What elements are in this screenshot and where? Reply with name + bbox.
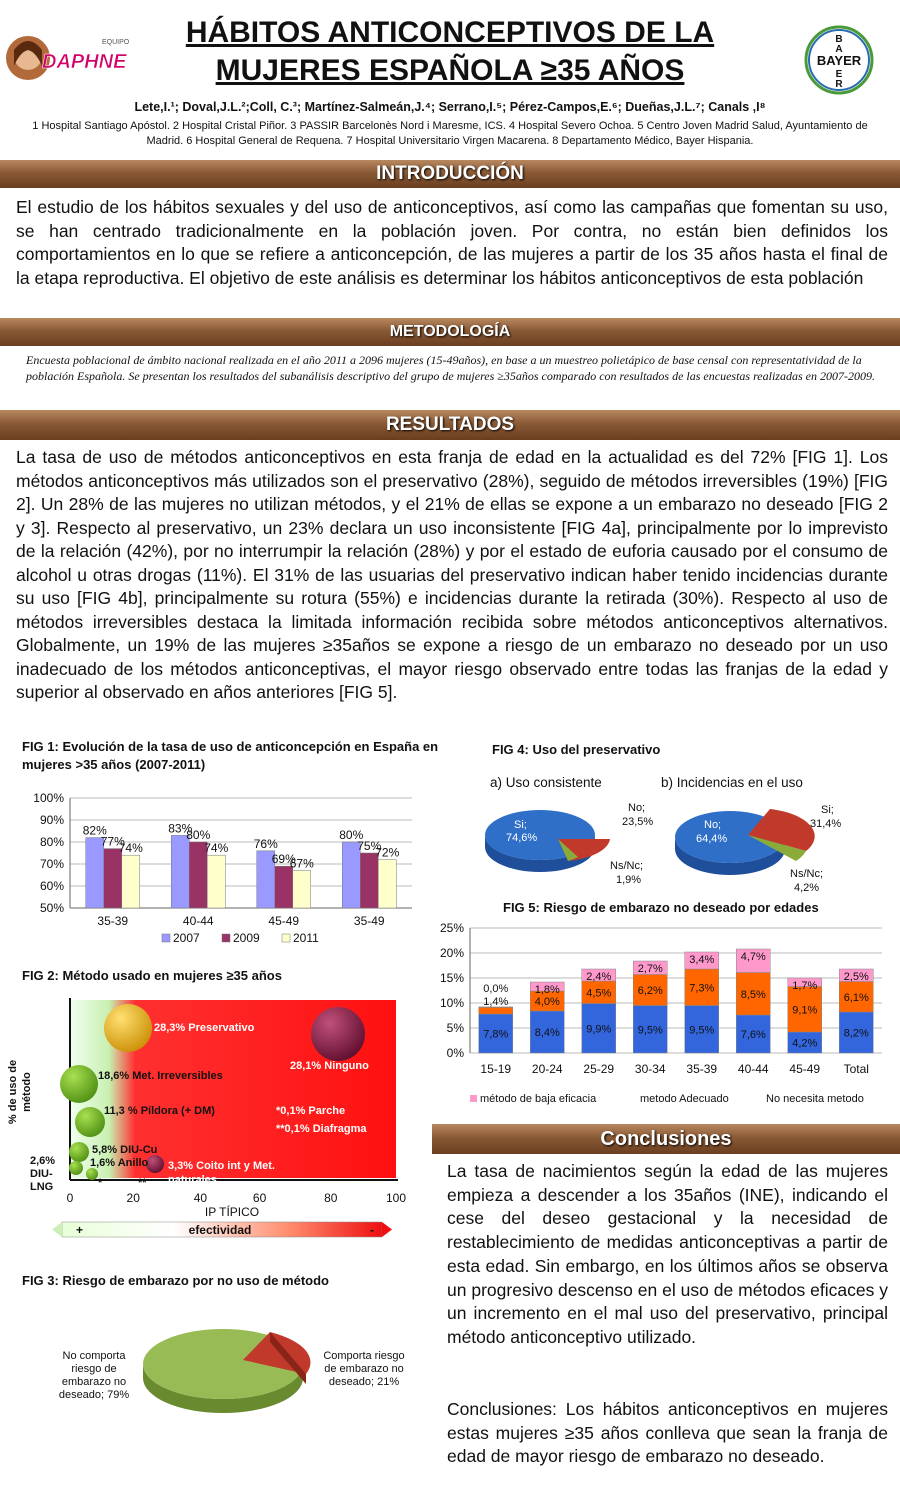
fig4b-label-si: 31,4% [810, 818, 842, 830]
fig5-legend-label: No necesita metodo [766, 1093, 864, 1105]
fig1-xtick-label: 40-44 [182, 914, 214, 928]
label-anillo: 1,6% Anillo [90, 1157, 149, 1169]
fig5-data-label: 4,7% [740, 951, 766, 963]
fig4-pies [470, 795, 890, 905]
fig4a-label-no: 23,5% [622, 816, 654, 828]
fig1-ytick-label: 90% [39, 813, 64, 827]
fig2-ylabel-2: método [21, 1072, 33, 1112]
fig1-bar [122, 855, 140, 908]
label-diu-lng-3: LNG [30, 1181, 54, 1193]
fig5-data-label: 4,0% [534, 996, 560, 1008]
fig5-data-label: 4,2% [792, 1037, 818, 1050]
fig4b-title: b) Incidencias en el uso [661, 775, 803, 790]
fig5-xtick-label: 40-44 [737, 1062, 769, 1076]
fig5-data-label: 2,7% [637, 963, 663, 975]
conclusions-heading: Conclusiones [432, 1124, 900, 1154]
intro-heading: INTRODUCCIÓN [0, 160, 900, 188]
intro-text: El estudio de los hábitos sexuales y del uso de anticonceptivos, así como las campañas que fomentan su uso, se han centrado tradicionalmente en la población joven. Por contra, no están bien definidos los comportamientos en lo que se refiere a anticoncepción, de las mujeres a partir de los 35 años hasta el final de la etapa reproductiva. El objetivo de este análisis es determinar los hábitos anticonceptivos de esta población [16, 197, 888, 288]
label-diafragma: **0,1% Diafragma [276, 1123, 367, 1135]
label-diu-lng-1: 2,6% [30, 1155, 56, 1167]
label-preservativo: 28,3% Preservativo [154, 1022, 255, 1034]
methods-heading: METODOLOGÍA [0, 318, 900, 346]
fig5-data-label: 6,1% [843, 991, 869, 1004]
fig1-bar [171, 835, 189, 908]
fig1-bar [104, 849, 122, 908]
fig1-bar [360, 853, 378, 908]
svg-text:R: R [835, 79, 843, 90]
fig1-data-label: 72% [375, 845, 400, 860]
fig4a-label-nsnc: Ns/Nc; [610, 860, 643, 872]
fig5-data-label: 1,7% [792, 980, 818, 992]
fig1-ytick-label: 80% [39, 835, 64, 849]
fig2-title: FIG 2: Método usado en mujeres ≥35 años [22, 968, 282, 983]
fig5-chart [430, 918, 890, 1108]
fig1-data-label: 67% [289, 856, 314, 871]
conclusions-text-1: La tasa de nacimientos según la edad de las mujeres empieza a descender a los 35años (INE), indicando el cese del deseo gestacional y la necesidad de restablecimiento de medidas anticonceptivas a partir de esta edad. Sin embargo, en los últimos años se observa un progresivo descenso en el uso de métodos eficaces y un incremento en el mal uso del preservativo, principal método anticonceptivo utilizado. [447, 1161, 888, 1347]
fig1-data-label: 80% [186, 828, 211, 842]
fig5-data-label: 8,4% [534, 1027, 560, 1039]
svg-text:B: B [835, 34, 843, 45]
fig1-legend-label: 2009 [233, 931, 260, 945]
fig5-data-label: 1,8% [534, 984, 560, 996]
fig2-chart [0, 992, 420, 1242]
fig5-xtick-label: 25-29 [583, 1062, 615, 1076]
authors: Lete,I.¹; Doval,J.L.²;Coll, C.³; Martínez-Salmeán,J.⁴; Serrano,I.⁵; Pérez-Campos,E.⁶; Dueñas,J.L.⁷; Canals ,I⁸ [134, 100, 766, 114]
fig1-data-label: 76% [253, 836, 278, 851]
fig2-ylabel-1: % de uso de [7, 1059, 19, 1125]
fig5-ytick-label: 15% [439, 971, 464, 985]
fig3-pie [138, 1322, 318, 1422]
fig2-xtick-label: 0 [66, 1191, 74, 1205]
fig1-legend-swatch [282, 934, 290, 942]
fig1-legend-swatch [162, 934, 170, 942]
fig5-legend-label: metodo Adecuado [640, 1093, 729, 1105]
fig5-ytick-label: 20% [439, 946, 464, 960]
fig3-title: FIG 3: Riesgo de embarazo por no uso de método [22, 1273, 329, 1288]
fig1-ytick-label: 60% [39, 879, 64, 893]
fig5-legend-swatch [470, 1095, 477, 1102]
fig1-legend-swatch [222, 934, 230, 942]
fig1-xtick-label: 45-49 [268, 914, 300, 928]
bubble-diu-lng [69, 1161, 83, 1175]
fig5-bar-segment [479, 1007, 513, 1008]
fig5-data-label: 2,4% [586, 971, 612, 983]
label-diu-lng-2: DIU- [30, 1168, 53, 1180]
bubble-irreversibles [60, 1065, 98, 1103]
fig2-xtick-label: 20 [126, 1191, 140, 1205]
svg-text:Si;: Si; [821, 804, 834, 816]
effectiveness-label: efectividad [188, 1223, 252, 1237]
fig1-data-label: 82% [82, 823, 107, 838]
fig1-ytick-label: 100% [33, 791, 64, 805]
poster-title: HÁBITOS ANTICONCEPTIVOS DE LA MUJERES ESPAÑOLA ≥35 AÑOS [185, 16, 715, 87]
fig1-title: FIG 1: Evolución de la tasa de uso de anticoncepción en España en mujeres >35 años (2007-2011) [22, 739, 439, 772]
bubble-pildora [75, 1107, 105, 1137]
fig5-xtick-label: 45-49 [789, 1062, 821, 1076]
fig5-data-label: 8,2% [843, 1027, 869, 1040]
fig1-legend-label: 2011 [293, 931, 319, 945]
svg-text:No;: No; [628, 802, 646, 814]
fig2-xtick-label: 60 [252, 1191, 267, 1205]
results-text: La tasa de uso de métodos anticonceptivos en esta franja de edad en la actualidad es del 72% [FIG 1]. Los métodos anticonceptivos más utilizados son el preservativo (28%), seguido de métodos irreversibles (19%) [FIG 2]. Un 28% de las mujeres no utilizan métodos, y el 21% de ellas se expone a un embarazo no deseado [FIG 2 y 3]. Respecto al preservativo, un 23% declara un uso inconsistente [FIG 4a], principalmente por lo imprevisto de la relación (42%), por no interrumpir la relación (28%) y por el estado de euforia causado por el consumo de alcohol u otras drogas (11%). El 31% de las usuarias del preservativo indican haber tenido incidencias durante su uso [FIG 4b], principalmente su rotura (55%) e incidencias durante la retirada (30%). Respecto al uso de métodos irreversibles destaca la limitada información recibida sobre métodos anticonceptivos alternativos. Globalmente, un 19% de las mujeres ≥35años se expone a riesgo de un embarazo no deseado por un uso inadecuado de los métodos anticonceptivas, el mayor riesgo observado entre todas las franjas de la edad y superior al observado en años anteriores [FIG 5]. [16, 447, 888, 702]
fig2-xlabel: IP TÍPICO [204, 1205, 260, 1219]
fig4b-pie [675, 809, 815, 875]
svg-text:74,6%: 74,6% [506, 832, 538, 844]
methods-text: Encuesta poblacional de ámbito nacional realizada en el año 2011 a 2096 mujeres (15-49años), en base a un muestreo polietápico de base censal con representatividad de la población Española. Se presentan los resultados del subanálisis descriptivo del grupo de mujeres ≥35años comparado con resultados de las encuestas realizadas en 2007-2009. [26, 353, 875, 383]
bubble-diu-cu [69, 1142, 89, 1162]
logo-equipo-text: EQUIPO [102, 39, 130, 46]
fig5-bar-segment [479, 1007, 513, 1014]
bubble-coito [146, 1155, 164, 1173]
fig1-data-label: 83% [168, 821, 193, 836]
bubble-anillo [86, 1168, 98, 1180]
fig5-data-label: 8,5% [740, 988, 766, 1001]
fig5-data-label: 0,0% [483, 983, 509, 995]
fig1-ytick-label: 70% [39, 857, 64, 871]
fig5-data-label: 6,2% [637, 985, 663, 997]
bubble-ninguno [311, 1007, 365, 1061]
fig1-xtick-label: 35-39 [97, 914, 129, 928]
results-heading: RESULTADOS [0, 410, 900, 440]
bayer-logo-text: BAYER [816, 53, 862, 68]
fig5-data-label: 3,4% [689, 954, 715, 966]
label-star2: ** [138, 1177, 147, 1189]
fig2-xtick-label: 80 [324, 1191, 338, 1205]
conclusions-text-2: Conclusiones: Los hábitos anticonceptivos en mujeres estas mujeres ≥35 años conlleva que sean la franja de edad de mayor riesgo de embarazo no deseado. [447, 1399, 888, 1467]
fig1-bar [275, 866, 293, 908]
effectiveness-arrow-left [52, 1222, 62, 1237]
label-irreversibles: 18,6% Met. Irreversibles [98, 1070, 223, 1082]
fig1-bar [293, 871, 311, 908]
fig1-data-label: 77% [100, 834, 125, 849]
fig4-title: FIG 4: Uso del preservativo [492, 742, 661, 757]
fig2-xtick-label: 100 [385, 1191, 407, 1205]
fig5-xtick-label: Total [843, 1062, 869, 1076]
fig1-bar [207, 855, 225, 908]
svg-text:1,9%: 1,9% [616, 874, 642, 886]
fig5-data-label: 7,3% [689, 982, 715, 995]
fig1-legend-label: 2007 [173, 931, 200, 945]
fig1-xtick-label: 35-49 [353, 914, 385, 928]
fig5-ytick-label: 5% [446, 1021, 464, 1035]
fig1-data-label: 69% [271, 852, 296, 867]
label-ninguno: 28,1% Ninguno [290, 1060, 369, 1072]
affiliations: 1 Hospital Santiago Apóstol. 2 Hospital Cristal Piñor. 3 PASSIR Barcelonès Nord i Maresme, ICS. 4 Hospital Severo Ochoa. 5 Centro Joven Madrid Salud, Ayuntamiento de Madrid. 6 Hospital General de Requena. 7 Hospital Universitario Virgen Macarena. 8 Departamento Médico, Bayer Hispania. [32, 120, 868, 147]
fig4b-label-nsnc: Ns/Nc; [790, 868, 823, 880]
fig1-bar [378, 860, 396, 908]
fig4a-label-si: Si; [514, 819, 527, 831]
fig5-title: FIG 5: Riesgo de embarazo no deseado por edades [503, 900, 819, 915]
fig5-data-label: 7,8% [483, 1028, 509, 1041]
label-coito-1: 3,3% Coito int y Met. [168, 1160, 275, 1172]
fig5-data-label: 2,5% [843, 971, 869, 983]
fig5-data-label: 1,4% [483, 996, 509, 1008]
fig5-data-label: 7,6% [740, 1029, 766, 1041]
effectiveness-arrow-right [382, 1222, 392, 1237]
fig5-legend-label: método de baja eficacia [480, 1093, 597, 1105]
label-diu-cu: 5,8% DIU-Cu [92, 1144, 158, 1156]
daphne-logo [6, 32, 138, 84]
fig1-data-label: 74% [118, 841, 143, 856]
daphne-logo-graphic [6, 32, 138, 84]
fig5-data-label: 9,9% [586, 1023, 612, 1036]
label-parche: *0,1% Parche [276, 1105, 346, 1117]
effectiveness-minus: - [370, 1223, 374, 1237]
label-star1: * [98, 1177, 103, 1189]
fig5-data-label: 4,5% [586, 987, 612, 1000]
fig1-data-label: 74% [204, 841, 229, 856]
fig4a-title: a) Uso consistente [490, 775, 602, 790]
svg-text:A: A [835, 44, 843, 55]
fig5-xtick-label: 35-39 [686, 1062, 718, 1076]
svg-text:4,2%: 4,2% [794, 882, 820, 894]
logo-daphne-text: DAPHNE [42, 51, 127, 73]
fig5-xtick-label: 15-19 [480, 1062, 512, 1076]
fig4a-pie [485, 810, 610, 872]
fig5-data-label: 9,1% [792, 1004, 818, 1017]
fig1-data-label: 80% [339, 828, 364, 842]
fig5-data-label: 9,5% [689, 1024, 715, 1037]
label-coito-2: naturales [168, 1174, 217, 1186]
fig5-xtick-label: 20-24 [531, 1062, 563, 1076]
svg-text:64,4%: 64,4% [696, 833, 728, 845]
fig1-chart [20, 786, 430, 954]
fig3-left-label: No comporta riesgo de embarazo no deseado; 79% [58, 1350, 130, 1401]
fig1-ytick-label: 50% [39, 901, 64, 915]
fig5-data-label: 9,5% [637, 1024, 663, 1037]
fig4b-label-no: No; [704, 819, 722, 831]
fig1-data-label: 75% [357, 839, 382, 853]
fig5-ytick-label: 10% [439, 996, 464, 1010]
fig3-right-label: Comporta riesgo de embarazo no deseado; 21% [323, 1350, 405, 1388]
bayer-logo [803, 24, 875, 96]
effectiveness-plus: + [76, 1223, 84, 1237]
fig5-xtick-label: 30-34 [634, 1062, 666, 1076]
fig2-xtick-label: 40 [193, 1191, 208, 1205]
fig5-ytick-label: 0% [446, 1046, 464, 1060]
bubble-preservativo [104, 1004, 152, 1052]
fig5-ytick-label: 25% [439, 921, 464, 935]
svg-text:E: E [835, 69, 843, 80]
label-pildora: 11,3 % Píldora (+ DM) [104, 1105, 215, 1117]
